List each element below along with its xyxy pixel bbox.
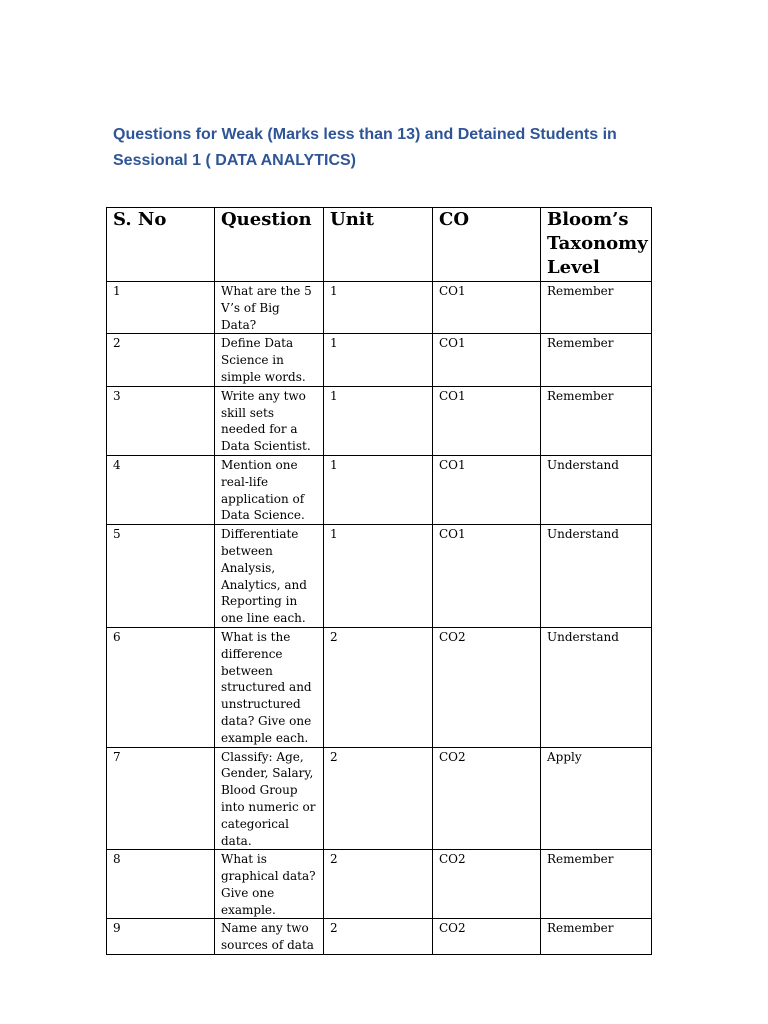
table-row — [107, 455, 652, 524]
cell-question: Write any two skill sets needed for a Data Scientist. — [215, 386, 324, 455]
cell-co: CO2 — [433, 627, 541, 747]
header-unit: Unit — [324, 208, 433, 282]
cell-unit: 2 — [324, 850, 433, 919]
cell-co: CO1 — [433, 282, 541, 334]
header-bloom-level: Bloom’s Taxonomy Level — [541, 208, 652, 282]
cell-bloom: Remember — [541, 282, 652, 334]
cell-unit: 1 — [324, 455, 433, 524]
table-row — [107, 747, 652, 850]
cell-sno: 8 — [107, 850, 215, 919]
cell-bloom: Understand — [541, 627, 652, 747]
cell-sno: 9 — [107, 919, 215, 955]
cell-bloom: Apply — [541, 747, 652, 850]
cell-unit: 1 — [324, 282, 433, 334]
cell-unit: 1 — [324, 386, 433, 455]
cell-question: Differentiate between Analysis, Analytics, and Reporting in one line each. — [215, 525, 324, 628]
cell-question: What is the difference between structured and unstructured data? Give one example each. — [215, 627, 324, 747]
cell-bloom: Remember — [541, 386, 652, 455]
document-title-line-1: Questions for Weak (Marks less than 13) and Detained Students in — [113, 126, 617, 143]
header-question: Question — [215, 208, 324, 282]
table-header-row — [107, 208, 652, 282]
table-row — [107, 525, 652, 628]
document-title-line-2: Sessional 1 ( DATA ANALYTICS) — [113, 152, 356, 169]
cell-sno: 2 — [107, 334, 215, 386]
cell-co: CO1 — [433, 334, 541, 386]
cell-sno: 1 — [107, 282, 215, 334]
cell-co: CO1 — [433, 525, 541, 628]
header-co: CO — [433, 208, 541, 282]
cell-co: CO2 — [433, 747, 541, 850]
cell-sno: 4 — [107, 455, 215, 524]
cell-question: Define Data Science in simple words. — [215, 334, 324, 386]
cell-unit: 2 — [324, 919, 433, 955]
cell-unit: 1 — [324, 334, 433, 386]
table-row — [107, 850, 652, 919]
cell-unit: 2 — [324, 747, 433, 850]
cell-co: CO1 — [433, 455, 541, 524]
cell-sno: 3 — [107, 386, 215, 455]
header-sno: S. No — [107, 208, 215, 282]
cell-question: What are the 5 V’s of Big Data? — [215, 282, 324, 334]
table-row — [107, 282, 652, 334]
cell-co: CO2 — [433, 850, 541, 919]
cell-unit: 2 — [324, 627, 433, 747]
cell-co: CO1 — [433, 386, 541, 455]
cell-question: Name any two sources of data — [215, 919, 324, 955]
cell-sno: 6 — [107, 627, 215, 747]
cell-question: Classify: Age, Gender, Salary, Blood Group into numeric or categorical data. — [215, 747, 324, 850]
cell-sno: 5 — [107, 525, 215, 628]
table-row — [107, 919, 652, 955]
cell-bloom: Remember — [541, 850, 652, 919]
table-row — [107, 627, 652, 747]
cell-question: Mention one real-life application of Data Science. — [215, 455, 324, 524]
cell-bloom: Remember — [541, 334, 652, 386]
cell-unit: 1 — [324, 525, 433, 628]
cell-sno: 7 — [107, 747, 215, 850]
document-title — [113, 122, 673, 174]
table-row — [107, 334, 652, 386]
cell-bloom: Remember — [541, 919, 652, 955]
cell-bloom: Understand — [541, 525, 652, 628]
cell-co: CO2 — [433, 919, 541, 955]
cell-question: What is graphical data? Give one example. — [215, 850, 324, 919]
questions-table — [106, 207, 652, 955]
cell-bloom: Understand — [541, 455, 652, 524]
table-row — [107, 386, 652, 455]
